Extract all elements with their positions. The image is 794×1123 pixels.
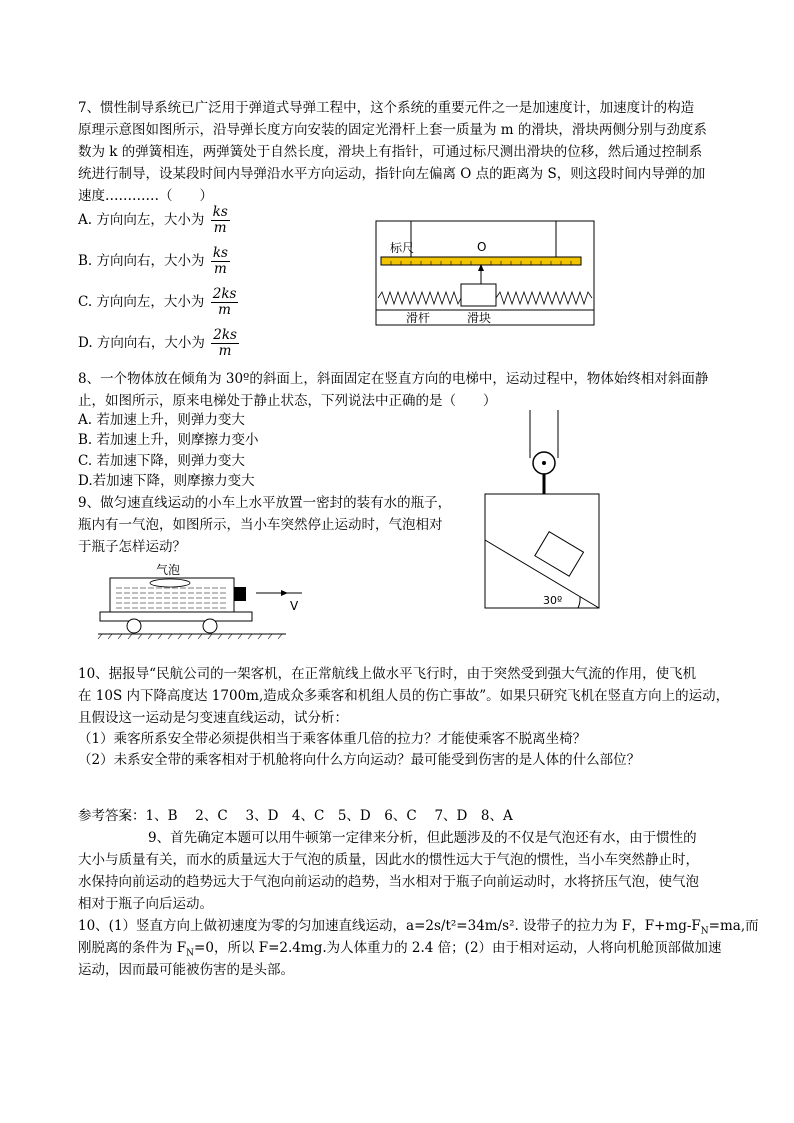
cart-body (100, 612, 252, 621)
q7-line: 7、惯性制导系统已广泛用于弹道式导弹工程中，这个系统的重要元件之一是加速度计，加速度计的构造 (78, 100, 695, 116)
q10-line: （1）乘客所系安全带必须提供相当于乘客体重几倍的拉力？才能使乘客不脱离坐椅？ (78, 731, 587, 747)
q7-option-a (78, 205, 230, 236)
q10-line: 在 10S 内下降高度达 1700m,造成众多乘客和机组人员的伤亡事故”。如果只研究飞机在竖直方向上的运动， (78, 688, 730, 704)
fraction (211, 287, 239, 318)
numerator: ks (212, 204, 228, 220)
q8-option-b: B. 若加速上升，则摩擦力变小 (78, 432, 259, 448)
wheel (203, 619, 217, 633)
numerator: 2ks (212, 286, 237, 302)
q7-line: 原理示意图如图所示，沿导弹长度方向安装的固定光滑杆上套一质量为 m 的滑块，滑块两侧分别与劲度系 (78, 122, 707, 138)
answer-9-line: 相对于瓶子向后运动。 (78, 896, 213, 912)
numerator: 2ks (213, 327, 237, 343)
q8-option-d: D.若加速下降，则摩擦力变大 (78, 473, 255, 489)
q7-option-d (78, 328, 239, 359)
wheel (127, 619, 141, 633)
answer-10-line (78, 940, 722, 962)
q7-option-c (78, 287, 238, 318)
q8-option-a: A. 若加速上升，则弹力变大 (78, 412, 245, 428)
bubble (150, 579, 190, 587)
denominator: m (213, 261, 227, 277)
bubble-label: 气泡 (156, 563, 181, 577)
ruler-label: 标尺 (390, 241, 415, 255)
answer-9-line: 大小与质量有关，而水的质量远大于气泡的质量，因此水的惯性远大于气泡的惯性，当小车突然静止时， (78, 852, 699, 868)
q7-option-b (78, 246, 230, 277)
q8-line: 止，如图所示，原来电梯处于静止状态，下列说法中正确的是（ ） (78, 393, 497, 409)
q8-line: 8、一个物体放在倾角为 30º的斜面上，斜面固定在竖直方向的电梯中，运动过程中，物体始终相对斜面静 (78, 371, 709, 387)
answer-10-line: 运动，因而最可能被伤害的是头部。 (78, 962, 294, 978)
angle-label: 30º (543, 594, 563, 607)
answer-summary: 参考答案：1、B 2、C 3、D 4、C 5、D 6、C 7、D 8、A (78, 808, 513, 824)
answer-10-line (78, 918, 759, 940)
slider-block (461, 284, 496, 306)
cart-bottle-figure (98, 562, 299, 642)
denominator: m (218, 343, 232, 359)
option-text: D. 方向向右，大小为 (78, 335, 205, 351)
answer-9-line: 水保持向前运动的趋势远大于气泡向前运动的趋势，当水相对于瓶子向前运动时，水将挤压气泡，使气泡 (78, 874, 699, 890)
q10-line: 10、据报导“民航公司的一架客机，在正常航线上做水平飞行时，由于突然受到强大气流的作用，使飞机 (78, 666, 697, 682)
answer-text: 10、(1）竖直方向上做初速度为零的匀加速直线运动，a=2s/t²=34m/s². 设带子的拉力为 F，F+mg-F (78, 918, 701, 934)
option-text: A. 方向向左，大小为 (78, 212, 205, 228)
bottle-cap (234, 587, 246, 601)
q9-line: 9、做匀速直线运动的小车上水平放置一密封的装有水的瓶子， (78, 495, 452, 511)
answer-text: =ma,而 (708, 918, 759, 934)
option-text: C. 方向向左，大小为 (78, 294, 205, 310)
left-spring (378, 292, 461, 304)
subscript: N (186, 948, 195, 959)
answer-9-line: 9、首先确定本题可以用牛顿第一定律来分析，但此题涉及的不仅是气泡还有水，由于惯性的 (148, 830, 697, 846)
rod-label: 滑杆 (406, 311, 431, 325)
block-label: 滑块 (467, 311, 492, 325)
fraction (211, 205, 230, 236)
q8-option-c: C. 若加速下降，则弹力变大 (78, 453, 245, 469)
q9-line: 于瓶子怎样运动？ (78, 539, 186, 555)
option-text: B. 方向向右，大小为 (78, 253, 205, 269)
answer-text: 刚脱离的条件为 F (78, 940, 187, 956)
velocity-label: V (290, 599, 299, 613)
q10-line: （2）未系安全带的乘客相对于机舱将向什么方向运动？最可能受到伤害的是人体的什么部位？ (78, 752, 641, 768)
q7-line: 数为 k 的弹簧相连，两弹簧处于自然长度，滑块上有指针，可通过标尺测出滑块的位移，然后通过控制系 (78, 144, 703, 160)
fraction (211, 328, 239, 359)
q10-line: 且假设这一运动是匀变速直线运动，试分析： (78, 710, 348, 726)
numerator: ks (212, 245, 228, 261)
q7-line: 统进行制导，设某段时间内导弹沿水平方向运动，指针向左偏离 O 点的距离为 S，则这段时间内导弹的加 (78, 166, 706, 182)
q9-line: 瓶内有一气泡，如图所示，当小车突然停止运动时，气泡相对 (78, 517, 443, 533)
denominator: m (218, 302, 231, 318)
denominator: m (213, 220, 227, 236)
accelerometer-figure (374, 220, 596, 328)
o-label: O (477, 240, 487, 254)
elevator-figure (480, 408, 604, 614)
q7-line: 速度…………（ ） (78, 188, 213, 204)
subscript: N (700, 926, 709, 937)
fraction (211, 246, 230, 277)
right-spring (496, 292, 592, 304)
answer-text: =0，所以 F=2.4mg.为人体重力的 2.4 倍；(2）由于相对运动，人将向机舱顶部做加速 (194, 940, 722, 956)
